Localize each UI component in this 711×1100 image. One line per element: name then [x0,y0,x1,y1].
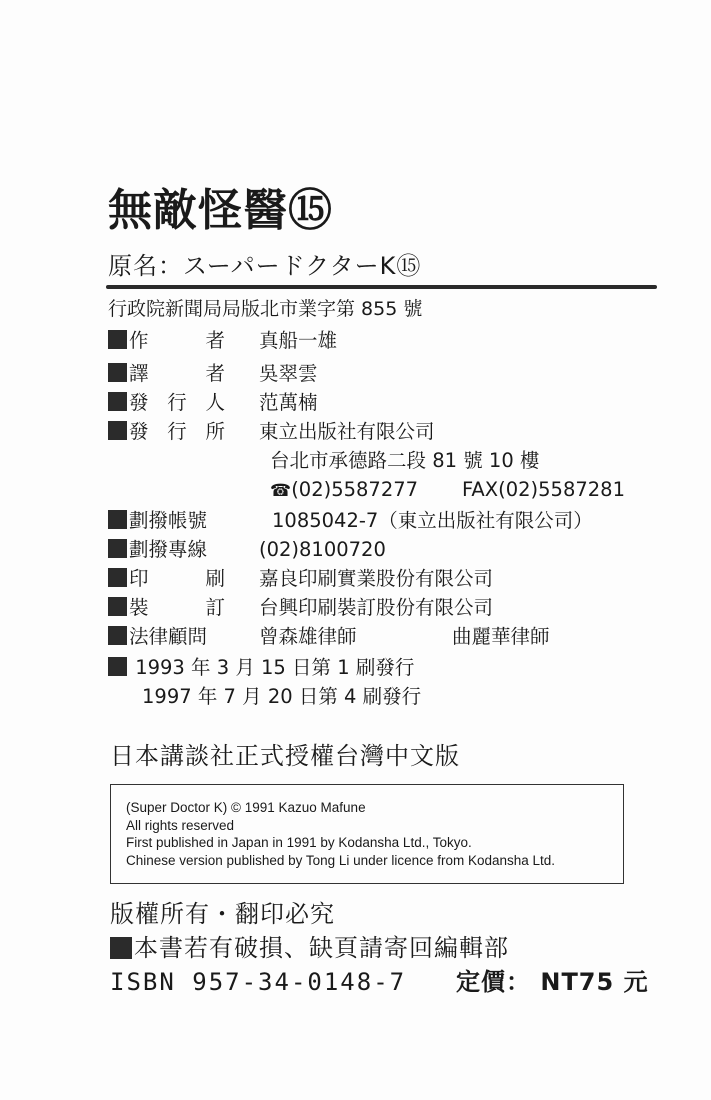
square-bullet-icon [108,657,127,676]
square-bullet-icon [108,568,127,587]
copyright-line: All rights reserved [126,817,235,833]
copyright-box [110,784,624,884]
phone-number: (02)5587277 [291,478,419,501]
square-bullet-icon [108,597,127,616]
book-title: 無敵怪醫⑮ [108,185,333,236]
isbn: ISBN 957-34-0148-7 [110,968,407,996]
giro-account-label: 劃撥帳號 [129,509,208,532]
square-bullet-icon [108,330,127,349]
publisher-phone-line [270,477,418,504]
printing-label: 印 刷 [129,567,225,590]
damage-notice: 本書若有破損、缺頁請寄回編輯部 [110,932,509,964]
square-bullet-icon [108,510,127,529]
credit-label: 作 者 [129,329,225,352]
square-bullet-icon [108,421,127,440]
legal-label: 法律顧問 [129,625,208,648]
credit-value: 東立出版社有限公司 [259,420,435,443]
copyright-line: First published in Japan in 1991 by Kodansha Ltd., Tokyo. [126,835,472,850]
giro-line-label: 劃撥專線 [129,538,208,561]
printing [108,566,493,592]
publisher-address: 台北市承德路二段 81 號 10 樓 [270,449,540,472]
credit-label: 發 行 人 [129,391,225,414]
credit-translator [108,361,318,387]
square-bullet-icon [108,626,127,645]
credit-value: 范萬楠 [259,391,318,414]
lawyer-2: 曲麗華律師 [452,625,550,648]
divider-rule [106,285,657,289]
lawyer-1: 曾森雄律師 [259,625,357,648]
rights-reserved: 版權所有・翻印必究 [110,900,335,928]
credit-label: 譯 者 [129,362,225,385]
binding-label: 裝 訂 [129,596,225,619]
giro-account [108,508,593,534]
license-number: 行政院新聞局局版北市業字第 855 號 [108,298,423,320]
giro-line-value: (02)8100720 [259,538,386,561]
price: 定價： NT75 元 [456,968,649,996]
square-bullet-icon [108,363,127,382]
copyright-line: Chinese version published by Tong Li under licence from Kodansha Ltd. [126,852,556,868]
binding [108,595,493,621]
credit-value: 吳翠雲 [259,362,318,385]
credit-value: 真船一雄 [259,329,338,352]
binding-value: 台興印刷裝訂股份有限公司 [259,596,494,619]
printing-value: 嘉良印刷實業股份有限公司 [259,567,494,590]
telephone-icon: ☎ [270,481,292,501]
copyright-line: (Super Doctor K) © 1991 Kazuo Mafune [126,800,366,815]
authorization-notice: 日本講談社正式授權台灣中文版 [110,742,460,770]
credit-publisher [108,419,435,445]
square-bullet-icon [110,937,132,959]
credit-author [108,328,337,354]
credit-label: 發 行 所 [129,420,225,443]
edition-1: 1993 年 3 月 15 日第 1 刷發行 [108,655,414,681]
credit-publisher-person [108,390,318,416]
fax-number: FAX(02)5587281 [462,478,625,501]
square-bullet-icon [108,539,127,558]
square-bullet-icon [108,392,127,411]
original-title: 原名：スーパードクターK⑮ [108,252,422,280]
legal-counsel [108,624,357,650]
giro-line [108,537,386,563]
giro-account-value: 1085042-7（東立出版社有限公司） [272,509,593,532]
edition-2: 1997 年 7 月 20 日第 4 刷發行 [142,685,422,708]
